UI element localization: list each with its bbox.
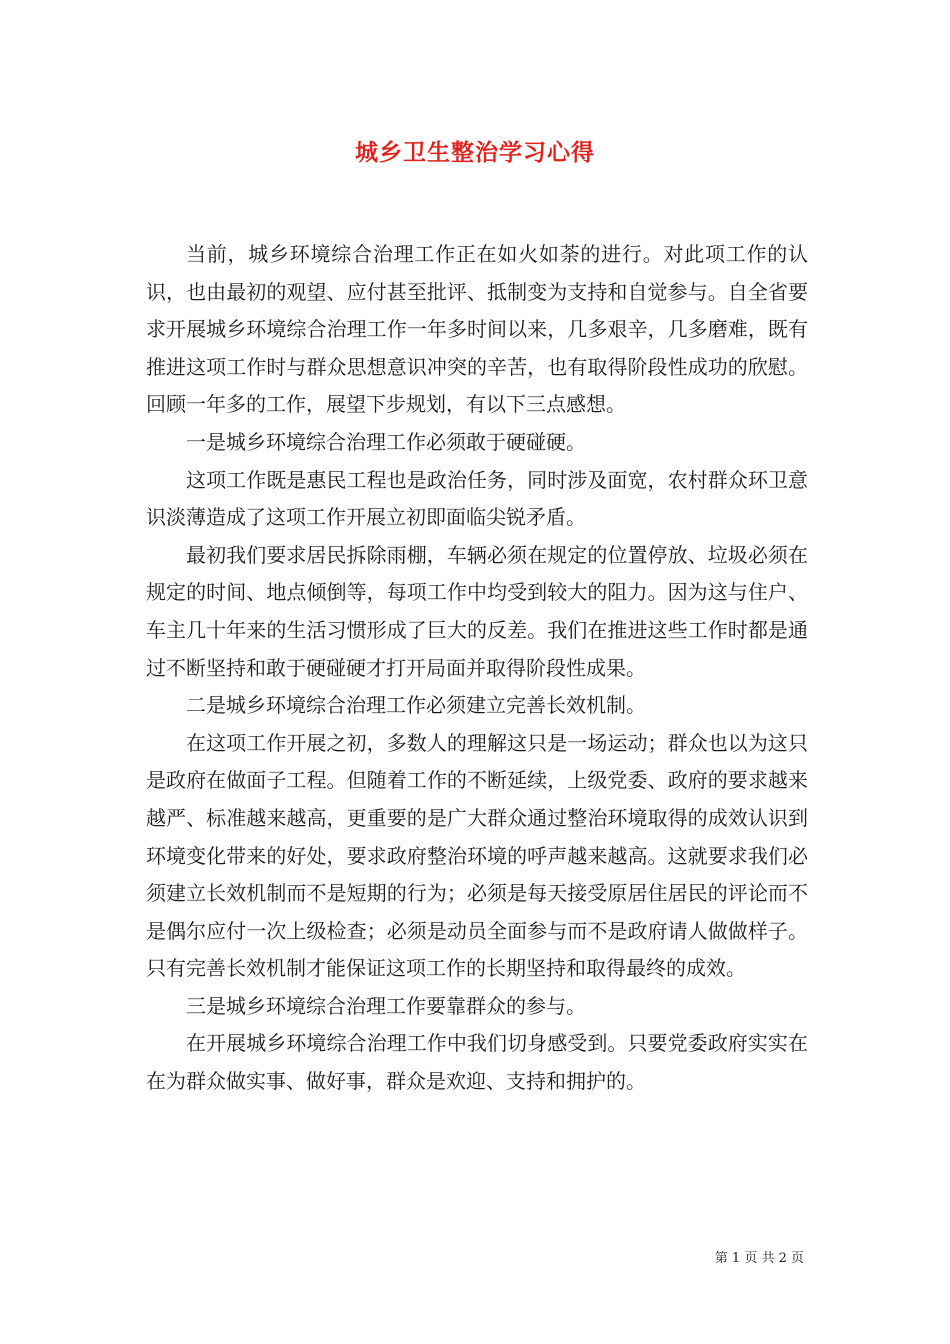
paragraph-point-one-context: 这项工作既是惠民工程也是政治任务，同时涉及面宽，农村群众环卫意识淡薄造成了这项工作开展立初即面临尖锐矛盾。 [146, 467, 808, 530]
paragraph-intro: 当前，城乡环境综合治理工作正在如火如荼的进行。对此项工作的认识，也由最初的观望、应付甚至批评、抵制变为支持和自觉参与。自全省要求开展城乡环境综合治理工作一年多时间以来，几多艰辛，几多磨难，既有推进这项工作时与群众思想意识冲突的辛苦，也有取得阶段性成功的欣慰。回顾一年多的工作，展望下步规划，有以下三点感想。 [146, 242, 808, 417]
document-title: 城乡卫生整治学习心得 [355, 139, 595, 166]
paragraph-point-three-heading: 三是城乡环境综合治理工作要靠群众的参与。 [186, 993, 586, 1018]
page-number-footer: 第 1 页 共 2 页 [714, 1251, 804, 1266]
document-body [146, 236, 808, 1101]
paragraph-point-three-detail: 在开展城乡环境综合治理工作中我们切身感受到。只要党委政府实实在在为群众做实事、做好事，群众是欢迎、支持和拥护的。 [146, 1031, 808, 1094]
paragraph-point-two-heading: 二是城乡环境综合治理工作必须建立完善长效机制。 [186, 693, 646, 718]
paragraph-point-one-detail: 最初我们要求居民拆除雨棚，车辆必须在规定的位置停放、垃圾必须在规定的时间、地点倾倒等，每项工作中均受到较大的阻力。因为这与住户、车主几十年来的生活习惯形成了巨大的反差。我们在推进这些工作时都是通过不断坚持和敢于硬碰硬才打开局面并取得阶段性成果。 [146, 542, 808, 680]
paragraph-point-two-detail: 在这项工作开展之初，多数人的理解这只是一场运动；群众也以为这只是政府在做面子工程。但随着工作的不断延续，上级党委、政府的要求越来越严、标准越来越高，更重要的是广大群众通过整治环境取得的成效认识到环境变化带来的好处，要求政府整治环境的呼声越来越高。这就要求我们必须建立长效机制而不是短期的行为；必须是每天接受原居住居民的评论而不是偶尔应付一次上级检查；必须是动员全面参与而不是政府请人做做样子。只有完善长效机制才能保证这项工作的长期坚持和取得最终的成效。 [146, 730, 808, 981]
paragraph-point-one-heading: 一是城乡环境综合治理工作必须敢于硬碰硬。 [186, 429, 586, 454]
